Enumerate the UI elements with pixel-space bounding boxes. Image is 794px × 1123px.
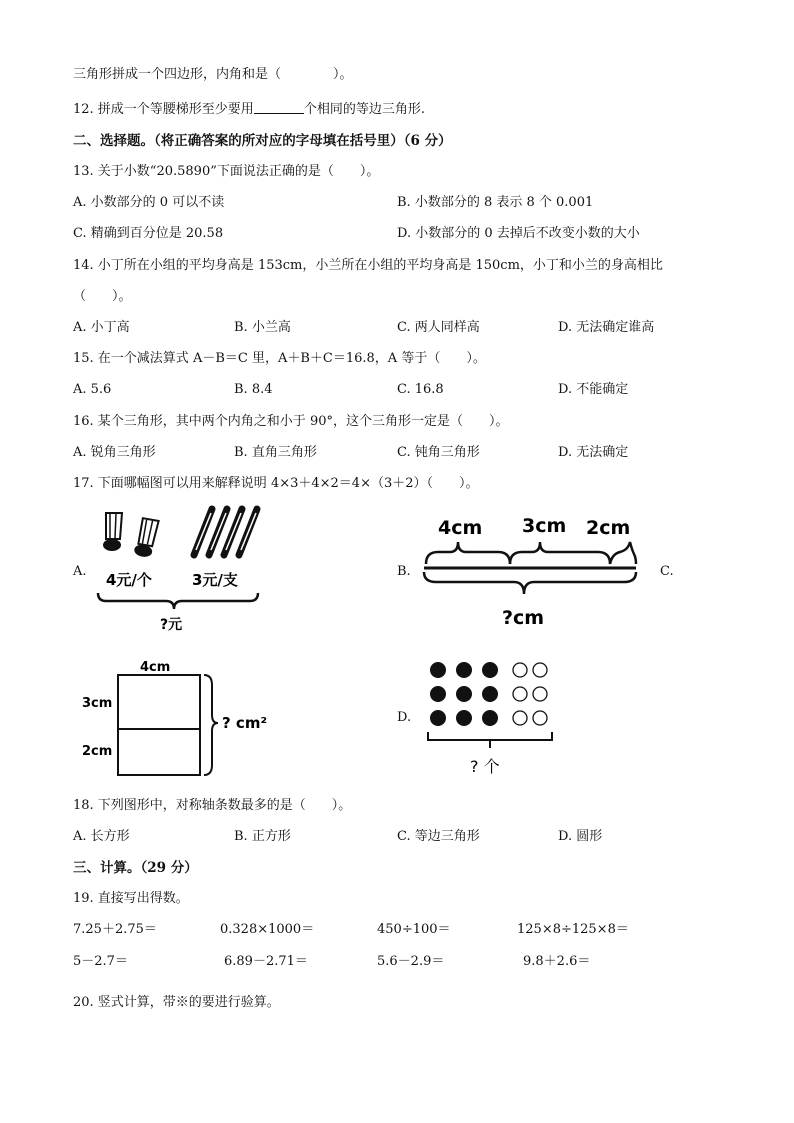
fig-c-side-1: 3cm <box>82 696 113 711</box>
section-3-heading: 三、计算。（29 分） <box>73 860 198 876</box>
fig-a-total: ?元 <box>160 617 183 632</box>
q16-stem: 16. 某个三角形，其中两个内角之和小于 90°，这个三角形一定是（ ）。 <box>73 414 509 429</box>
q18-stem: 18. 下列图形中，对称轴条数最多的是（ ）。 <box>73 798 352 813</box>
fig-b-seg-2: 3cm <box>522 515 567 537</box>
q16-option-b[interactable]: B. 直角三角形 <box>234 445 317 460</box>
q18-option-a[interactable]: A. 长方形 <box>73 829 130 844</box>
filled-dot-array <box>430 662 498 726</box>
q17-figure-b <box>418 510 640 632</box>
q19-row2-item-1[interactable]: 5－2.7＝ <box>73 954 128 969</box>
q20-stem: 20. 竖式计算，带※的要进行验算。 <box>73 995 280 1010</box>
q12-after: 个相同的等边三角形. <box>303 102 425 117</box>
q14-option-b[interactable]: B. 小兰高 <box>234 320 291 335</box>
q19-row1-item-3[interactable]: 450÷100＝ <box>377 922 451 937</box>
q17-figure-c <box>80 655 280 780</box>
shuttlecock-icon <box>103 513 122 551</box>
fig-a-price-2: 3元/支 <box>192 571 238 589</box>
q19-row2-item-4[interactable]: 9.8＋2.6＝ <box>523 954 591 969</box>
q19-row1-item-2[interactable]: 0.328×1000＝ <box>220 922 315 937</box>
q14-option-a[interactable]: A. 小丁高 <box>73 320 130 335</box>
section-2-heading: 二、选择题。（将正确答案的所对应的字母填在括号里）（6 分） <box>73 133 452 149</box>
q19-row1-item-1[interactable]: 7.25＋2.75＝ <box>73 922 157 937</box>
q14-option-c[interactable]: C. 两人同样高 <box>397 320 480 335</box>
q18-option-b[interactable]: B. 正方形 <box>234 829 291 844</box>
hollow-dot-array <box>513 663 547 725</box>
q15-option-c[interactable]: C. 16.8 <box>397 382 444 397</box>
q19-row2-item-3[interactable]: 5.6－2.9＝ <box>377 954 445 969</box>
q14-stem-continued: （ ）。 <box>73 289 132 304</box>
q16-option-c[interactable]: C. 钝角三角形 <box>397 445 480 460</box>
q17-label-d[interactable]: D. <box>397 710 412 725</box>
q13-option-b[interactable]: B. 小数部分的 8 表示 8 个 0.001 <box>397 195 594 210</box>
q19-stem: 19. 直接写出得数。 <box>73 891 189 906</box>
q15-option-a[interactable]: A. 5.6 <box>73 382 112 397</box>
q17-label-a[interactable]: A. <box>73 564 87 579</box>
q18-option-d[interactable]: D. 圆形 <box>558 829 603 844</box>
q15-stem: 15. 在一个减法算式 A－B＝C 里，A＋B＋C＝16.8，A 等于（ ）。 <box>73 351 486 366</box>
q19-row1-item-4[interactable]: 125×8÷125×8＝ <box>517 922 629 937</box>
q15-option-b[interactable]: B. 8.4 <box>234 382 273 397</box>
q17-figure-a <box>92 505 277 632</box>
q16-option-d[interactable]: D. 无法确定 <box>558 445 629 460</box>
fig-c-side-2: 2cm <box>82 744 113 759</box>
fig-b-seg-1: 4cm <box>438 517 483 539</box>
q13-option-d[interactable]: D. 小数部分的 0 去掉后不改变小数的大小 <box>397 226 640 241</box>
q12-blank[interactable] <box>254 100 304 114</box>
q12-before: 12. 拼成一个等腰梯形至少要用 <box>73 102 254 117</box>
q17-label-b[interactable]: B. <box>397 564 411 579</box>
q18-option-c[interactable]: C. 等边三角形 <box>397 829 480 844</box>
q16-option-a[interactable]: A. 锐角三角形 <box>73 445 156 460</box>
q17-stem: 17. 下面哪幅图可以用来解释说明 4×3＋4×2＝4×（3＋2）（ ）。 <box>73 476 479 491</box>
fig-b-total: ?cm <box>502 607 545 629</box>
fig-c-area: ? cm² <box>222 714 268 732</box>
fig-b-seg-3: 2cm <box>586 517 631 539</box>
fig-a-price-1: 4元/个 <box>106 571 152 589</box>
shuttlecock-icon <box>133 518 158 559</box>
q14-option-d[interactable]: D. 无法确定谁高 <box>558 320 655 335</box>
q13-option-c[interactable]: C. 精确到百分位是 20.58 <box>73 226 224 241</box>
fig-c-top: 4cm <box>140 660 171 675</box>
q17-label-c[interactable]: C. <box>660 564 674 579</box>
q13-stem: 13. 关于小数“20.5890”下面说法正确的是（ ）。 <box>73 164 380 179</box>
q14-stem: 14. 小丁所在小组的平均身高是 153cm，小兰所在小组的平均身高是 150cm，小丁和小兰的身高相比 <box>73 258 663 273</box>
fig-d-total: ? 个 <box>470 757 500 776</box>
pen-icon <box>194 509 257 555</box>
q12 <box>73 100 425 119</box>
q13-option-a[interactable]: A. 小数部分的 0 可以不读 <box>73 195 225 210</box>
q17-figure-d <box>422 656 562 781</box>
q11-tail: 三角形拼成一个四边形，内角和是（ ）。 <box>73 67 353 82</box>
q19-row2-item-2[interactable]: 6.89－2.71＝ <box>224 954 308 969</box>
q15-option-d[interactable]: D. 不能确定 <box>558 382 629 397</box>
